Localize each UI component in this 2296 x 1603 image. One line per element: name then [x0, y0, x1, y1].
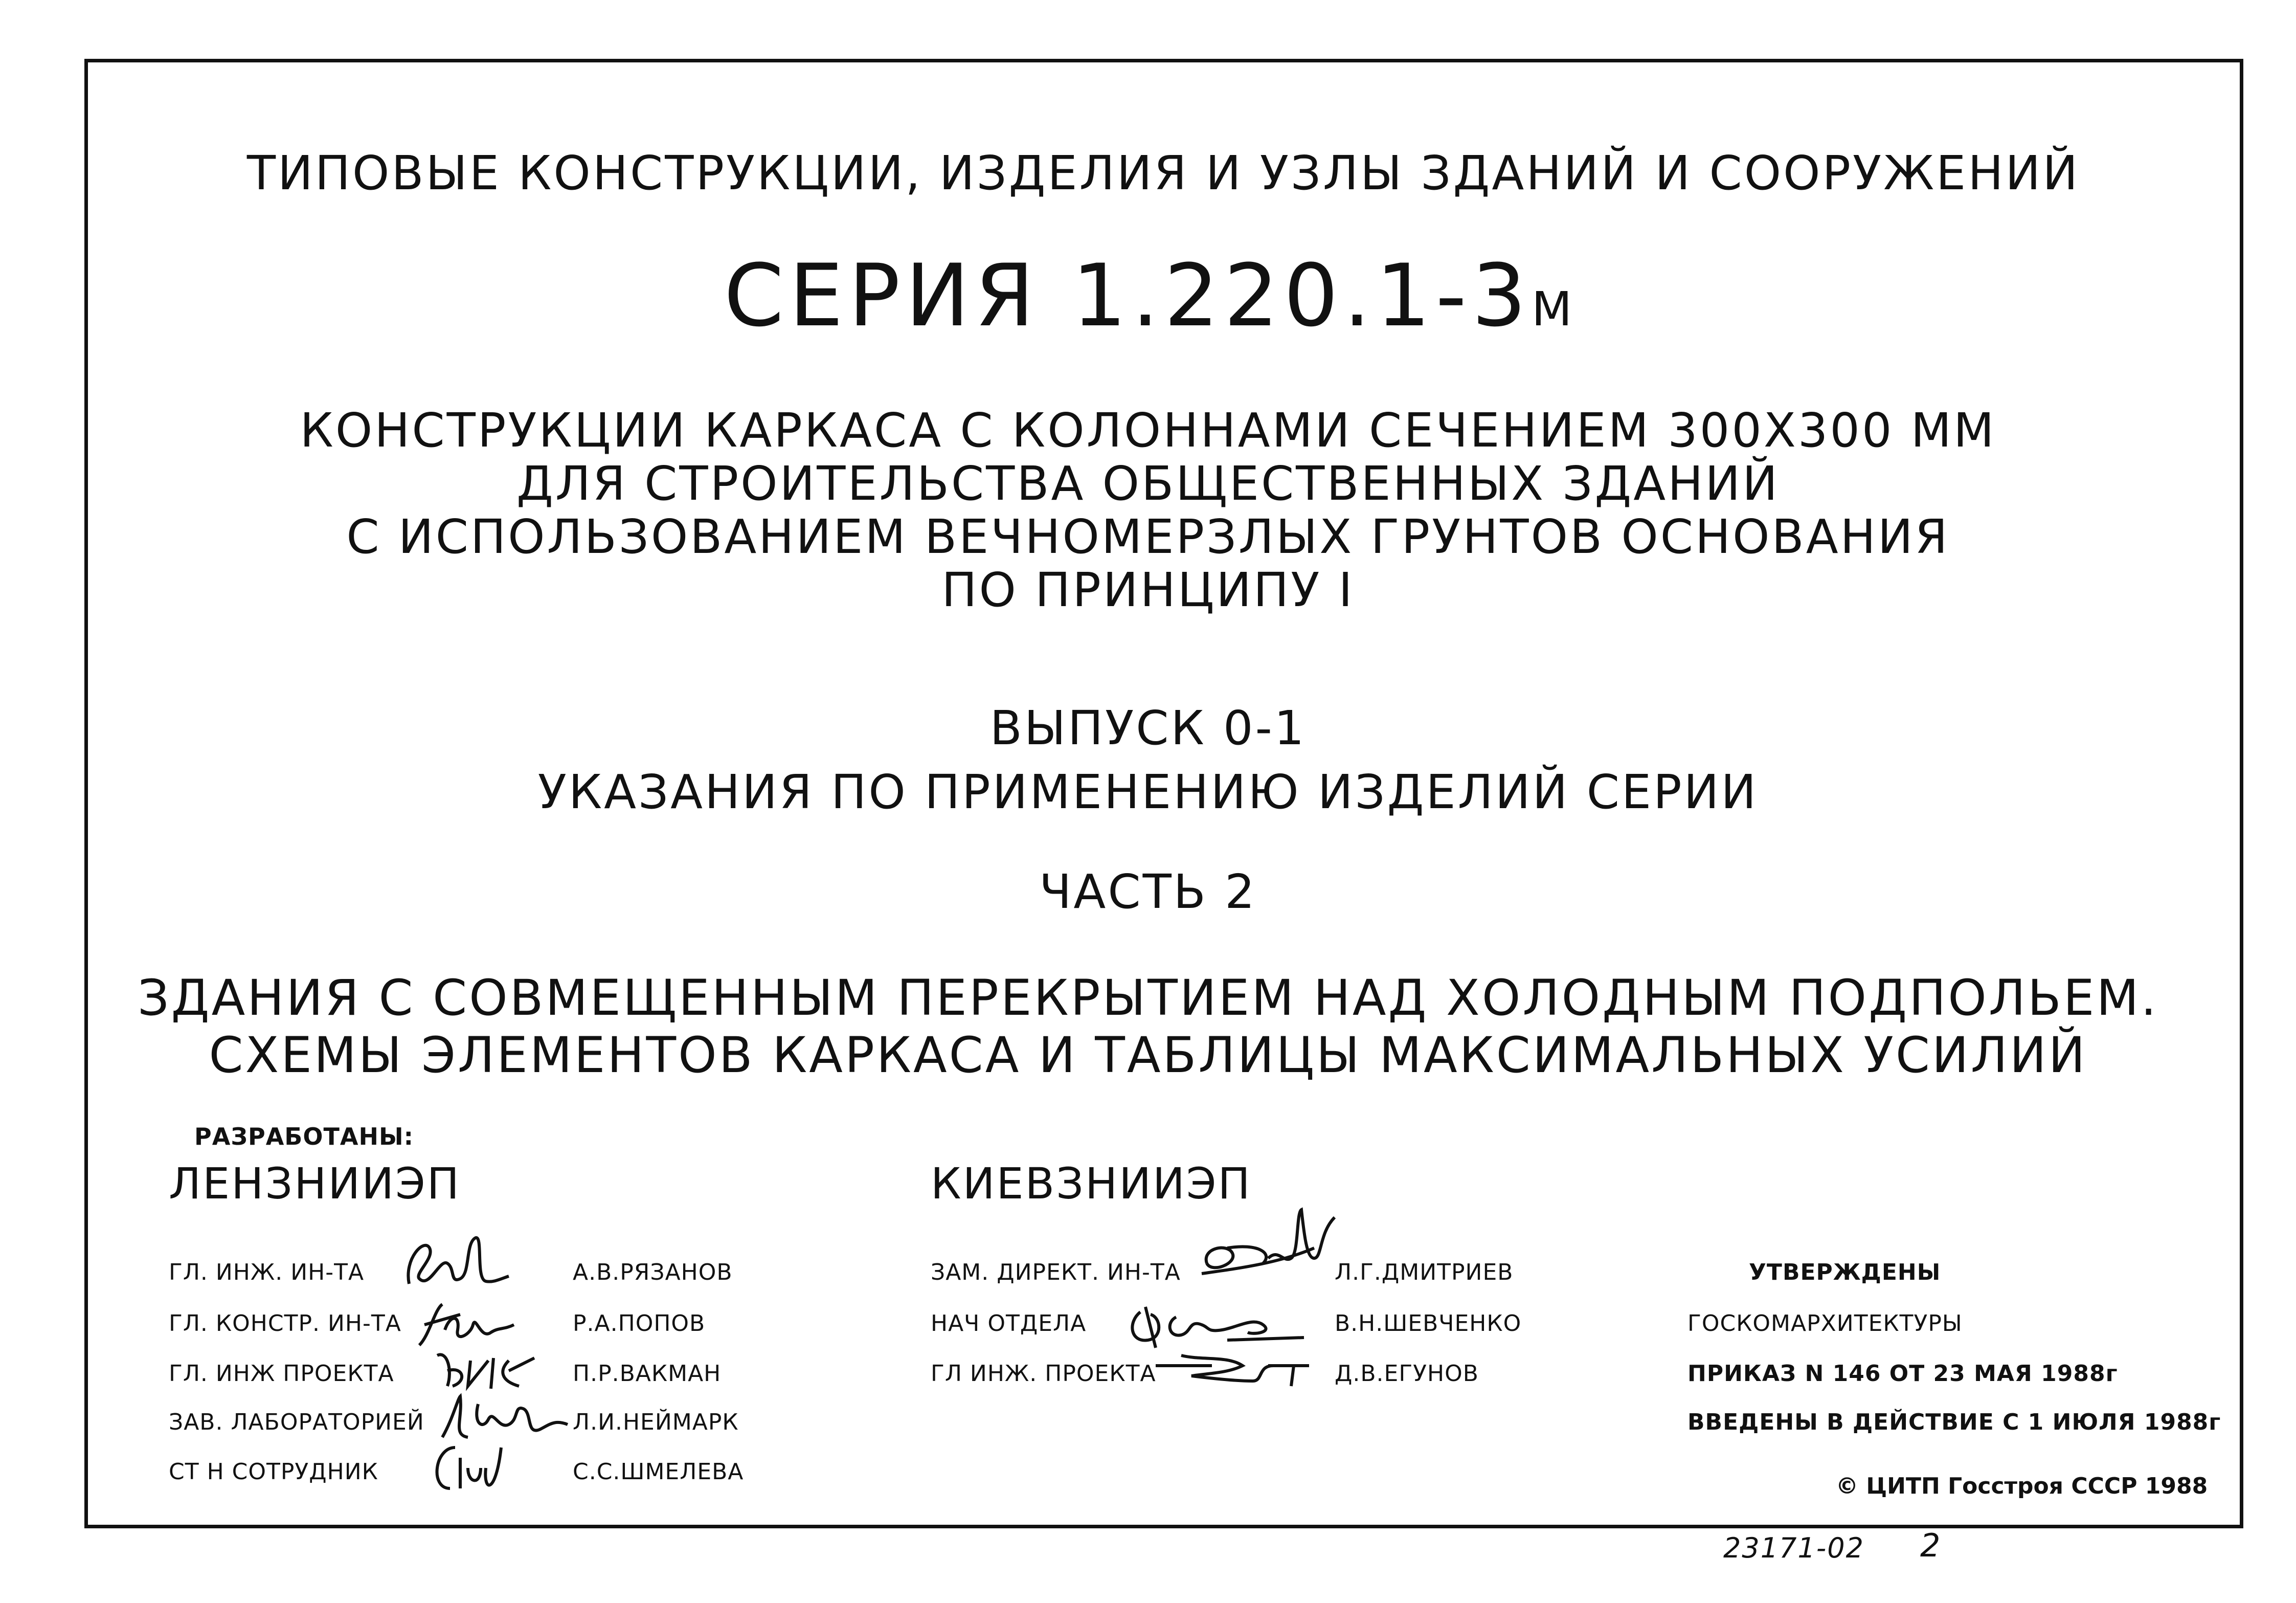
signature-ryazanov — [399, 1228, 511, 1299]
signature-neimark — [437, 1389, 570, 1445]
title-line: С ИСПОЛЬЗОВАНИЕМ ВЕЧНОМЕРЗЛЫХ ГРУНТОВ ОСНОВАНИЯ — [346, 509, 1950, 564]
approved-title: УТВЕРЖДЕНЫ — [1749, 1259, 1941, 1285]
approval-order: ПРИКАЗ N 146 ОТ 23 МАЯ 1988г — [1687, 1361, 2118, 1387]
issue-number: ВЫПУСК 0-1 — [989, 701, 1307, 755]
staff-name: Л.И.НЕЙМАРК — [573, 1409, 739, 1435]
staff-name: П.Р.ВАКМАН — [573, 1361, 722, 1387]
staff-role: СТ Н СОТРУДНИК — [169, 1459, 378, 1485]
part-number: ЧАСТЬ 2 — [1039, 864, 1257, 919]
standard-designs-heading: ТИПОВЫЕ КОНСТРУКЦИИ, ИЗДЕЛИЯ И УЗЛЫ ЗДАНИЙ И СООРУЖЕНИЙ — [246, 146, 2080, 201]
subject-line: ЗДАНИЯ С СОВМЕЩЕННЫМ ПЕРЕКРЫТИЕМ НАД ХОЛОДНЫМ ПОДПОЛЬЕМ. — [138, 969, 2158, 1027]
series-number: СЕРИЯ 1.220.1-3 — [724, 246, 1532, 346]
staff-role: ГЛ. КОНСТР. ИН-ТА — [169, 1310, 401, 1337]
staff-role: ГЛ. ИНЖ. ИН-ТА — [169, 1259, 365, 1285]
staff-role: ЗАВ. ЛАБОРАТОРИЕЙ — [169, 1409, 424, 1435]
document-code: 23171-02 — [1723, 1532, 1864, 1564]
staff-name: В.Н.ШЕВЧЕНКО — [1335, 1310, 1522, 1337]
title-line: ПО ПРИНЦИПУ I — [941, 563, 1355, 617]
title-line: КОНСТРУКЦИИ КАРКАСА С КОЛОННАМИ СЕЧЕНИЕМ 300Х300 ММ — [300, 403, 1996, 458]
series-suffix: М — [1531, 282, 1572, 337]
staff-name: Д.В.ЕГУНОВ — [1335, 1361, 1479, 1387]
page-number: 2 — [1920, 1527, 1941, 1564]
staff-role: ГЛ. ИНЖ ПРОЕКТА — [169, 1361, 394, 1387]
staff-name: Р.А.ПОПОВ — [573, 1310, 706, 1337]
subject-line: СХЕМЫ ЭЛЕМЕНТОВ КАРКАСА И ТАБЛИЦЫ МАКСИМАЛЬНЫХ УСИЛИЙ — [209, 1027, 2087, 1084]
signature-shevchenko — [1125, 1297, 1309, 1353]
approved-body: ГОСКОМАРХИТЕКТУРЫ — [1687, 1310, 1963, 1337]
series-title — [0, 246, 2296, 346]
org-kievzniiep: КИЕВЗНИИЭП — [931, 1159, 1252, 1209]
org-lenzniiep: ЛЕНЗНИИЭП — [169, 1159, 461, 1209]
staff-name: А.В.РЯЗАНОВ — [573, 1259, 733, 1285]
part-subject — [0, 969, 2296, 1084]
copyright: © ЦИТП Госстроя СССР 1988 — [1836, 1473, 2208, 1499]
staff-role: НАЧ ОТДЕЛА — [931, 1310, 1087, 1337]
staff-name: Л.Г.ДМИТРИЕВ — [1335, 1259, 1514, 1285]
staff-name: С.С.ШМЕЛЕВА — [573, 1459, 744, 1485]
title-line: ДЛЯ СТРОИТЕЛЬСТВА ОБЩЕСТВЕННЫХ ЗДАНИЙ — [516, 456, 1780, 511]
signature-shmeleva — [424, 1437, 506, 1499]
staff-role: ГЛ ИНЖ. ПРОЕКТА — [931, 1361, 1156, 1387]
developed-label: РАЗРАБОТАНЫ: — [194, 1123, 414, 1150]
staff-role: ЗАМ. ДИРЕКТ. ИН-ТА — [931, 1259, 1181, 1285]
signature-dmitriev — [1197, 1202, 1340, 1289]
signature-egunov — [1151, 1345, 1314, 1391]
issue-subject: УКАЗАНИЯ ПО ПРИМЕНЕНИЮ ИЗДЕЛИЙ СЕРИИ — [537, 765, 1759, 819]
approval-effective: ВВЕДЕНЫ В ДЕЙСТВИЕ С 1 ИЮЛЯ 1988г — [1687, 1409, 2221, 1435]
document-title — [0, 404, 2296, 617]
signature-vakman — [432, 1340, 545, 1396]
